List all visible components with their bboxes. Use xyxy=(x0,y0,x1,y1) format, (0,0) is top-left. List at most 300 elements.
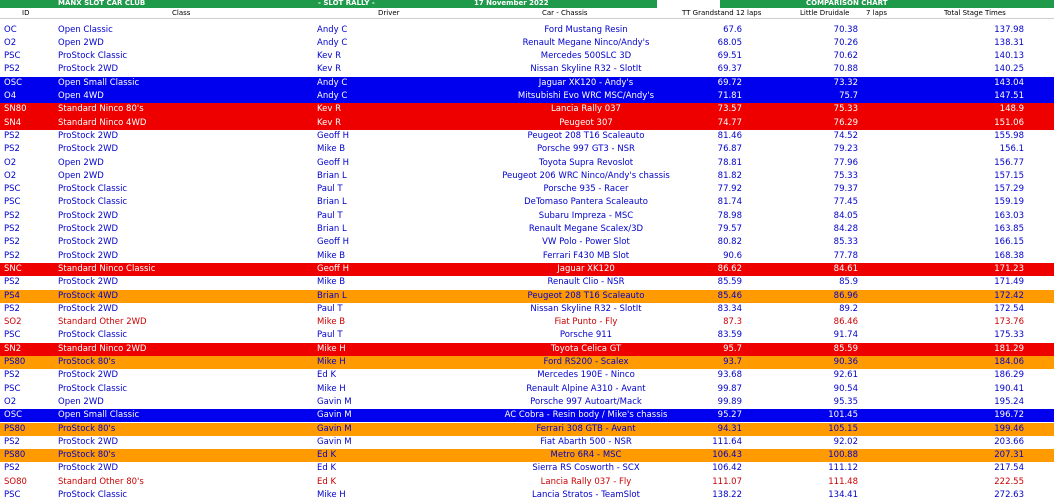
row-class-cell: ProStock 2WD xyxy=(58,64,119,75)
title-banner xyxy=(0,0,1054,8)
row-ld-time-cell: 70.38 xyxy=(833,24,858,35)
row-class-cell: ProStock 2WD xyxy=(58,130,119,141)
row-id-cell: O2 xyxy=(4,396,17,407)
row-class-cell: Open 2WD xyxy=(58,396,104,407)
row-car-cell: Renault Megane Scalex/3D xyxy=(528,224,644,234)
table-row xyxy=(0,130,1054,143)
row-car-cell: Jaguar XK120 - Andy's xyxy=(538,77,634,88)
row-ld-time-cell: 74.52 xyxy=(833,130,858,141)
row-total-time-cell: 181.29 xyxy=(994,343,1024,354)
table-row xyxy=(0,489,1054,502)
row-id-cell: OC xyxy=(4,24,17,35)
row-driver-cell: Andy C xyxy=(317,77,348,88)
row-car-cell: Jaguar XK120 xyxy=(557,263,615,274)
row-driver-cell: Ed K xyxy=(317,476,337,487)
row-total-time-cell: 217.54 xyxy=(994,463,1024,474)
row-driver-cell: Mike B xyxy=(317,250,346,261)
row-tt-time-cell: 67.6 xyxy=(723,24,742,35)
event-name: - SLOT RALLY - xyxy=(318,0,375,7)
row-ld-time-cell: 95.35 xyxy=(833,396,858,407)
row-tt-time-cell: 69.37 xyxy=(717,64,742,75)
row-total-time-cell: 222.55 xyxy=(994,476,1024,487)
row-class-cell: Standard Other 2WD xyxy=(58,317,147,328)
row-driver-cell: Mike H xyxy=(317,343,346,354)
row-ld-time-cell: 111.48 xyxy=(828,476,858,487)
row-id-cell: PS2 xyxy=(4,130,20,141)
row-car-cell: Nissan Skyline R32 - SlotIt xyxy=(530,303,642,314)
row-id-cell: PS2 xyxy=(4,463,20,474)
row-total-time-cell: 175.33 xyxy=(994,330,1024,341)
row-ld-time-cell: 90.36 xyxy=(833,357,858,367)
row-tt-time-cell: 77.92 xyxy=(717,184,742,195)
row-ld-time-cell: 70.26 xyxy=(833,37,858,48)
row-id-cell: O2 xyxy=(4,37,17,48)
row-driver-cell: Mike H xyxy=(317,357,346,367)
table-row xyxy=(0,303,1054,316)
row-tt-time-cell: 138.22 xyxy=(712,490,742,500)
row-total-time-cell: 156.77 xyxy=(994,157,1024,168)
row-tt-time-cell: 93.68 xyxy=(717,370,742,381)
table-row xyxy=(0,316,1054,329)
row-driver-cell: Brian L xyxy=(317,197,347,208)
row-driver-cell: Ed K xyxy=(317,370,337,381)
row-car-cell: Fiat Abarth 500 - NSR xyxy=(540,436,632,447)
row-total-time-cell: 140.13 xyxy=(994,51,1024,62)
table-row xyxy=(0,50,1054,63)
row-tt-time-cell: 106.43 xyxy=(712,450,742,461)
row-id-cell: O4 xyxy=(4,91,17,101)
row-driver-cell: Paul T xyxy=(317,210,343,221)
table-row xyxy=(0,396,1054,409)
row-ld-time-cell: 77.96 xyxy=(833,157,858,168)
table-row xyxy=(0,236,1054,249)
row-total-time-cell: 163.03 xyxy=(994,210,1024,221)
row-ld-time-cell: 85.9 xyxy=(839,277,858,288)
row-class-cell: Open Small Classic xyxy=(58,77,140,88)
row-tt-time-cell: 78.98 xyxy=(717,210,742,221)
row-id-cell: PS2 xyxy=(4,237,20,248)
row-driver-cell: Mike H xyxy=(317,383,346,394)
row-ld-time-cell: 111.12 xyxy=(828,463,858,474)
row-id-cell: PS2 xyxy=(4,370,20,381)
row-id-cell: SN2 xyxy=(4,343,22,354)
row-ld-time-cell: 76.29 xyxy=(833,117,858,128)
row-total-time-cell: 157.15 xyxy=(994,170,1024,181)
row-total-time-cell: 171.49 xyxy=(994,277,1024,288)
row-id-cell: PS2 xyxy=(4,250,20,261)
row-tt-time-cell: 94.31 xyxy=(717,423,742,434)
header-tt: TT Grandstand 12 laps xyxy=(682,9,762,17)
row-ld-time-cell: 85.33 xyxy=(833,237,858,248)
row-car-cell: Renault Megane Ninco/Andy's xyxy=(522,37,650,48)
row-car-cell: Mercedes 190E - Ninco xyxy=(537,370,635,381)
row-car-cell: Fiat Punto - Fly xyxy=(554,317,618,328)
row-car-cell: Lancia Stratos - TeamSlot xyxy=(532,490,640,500)
row-total-time-cell: 172.42 xyxy=(994,290,1024,301)
table-row xyxy=(0,183,1054,196)
row-class-cell: Standard Ninco 80's xyxy=(58,104,144,115)
row-total-time-cell: 137.98 xyxy=(994,24,1024,35)
row-total-time-cell: 186.29 xyxy=(994,370,1024,381)
table-row xyxy=(0,90,1054,103)
row-class-cell: ProStock 2WD xyxy=(58,436,119,447)
row-driver-cell: Mike B xyxy=(317,277,346,288)
row-total-time-cell: 184.06 xyxy=(994,357,1024,367)
row-id-cell: PS80 xyxy=(4,450,26,461)
row-tt-time-cell: 69.72 xyxy=(717,77,742,88)
row-tt-time-cell: 90.6 xyxy=(723,250,742,261)
table-row xyxy=(0,449,1054,462)
row-class-cell: Standard Ninco Classic xyxy=(58,263,156,274)
row-ld-time-cell: 91.74 xyxy=(833,330,858,341)
row-car-cell: Peugeot 208 T16 Scaleauto xyxy=(527,130,645,141)
row-id-cell: PS2 xyxy=(4,210,20,221)
row-total-time-cell: 196.72 xyxy=(994,410,1024,421)
row-id-cell: PS2 xyxy=(4,303,20,314)
row-ld-time-cell: 92.61 xyxy=(833,370,858,381)
row-car-cell: Metro 6R4 - MSC xyxy=(550,450,622,461)
row-class-cell: ProStock 2WD xyxy=(58,210,119,221)
row-id-cell: PSC xyxy=(4,490,21,500)
row-class-cell: ProStock Classic xyxy=(58,51,128,62)
row-ld-time-cell: 86.46 xyxy=(833,317,858,328)
row-driver-cell: Gavin M xyxy=(317,423,352,434)
row-tt-time-cell: 69.51 xyxy=(717,51,742,62)
event-date: 17 November 2022 xyxy=(474,0,549,7)
table-row xyxy=(0,117,1054,130)
row-car-cell: Peugeot 307 xyxy=(559,117,613,128)
row-car-cell: Toyota Celica GT xyxy=(550,343,622,354)
row-driver-cell: Kev R xyxy=(317,64,342,75)
row-id-cell: PSC xyxy=(4,197,21,208)
table-row xyxy=(0,369,1054,382)
row-class-cell: Open 2WD xyxy=(58,37,104,48)
table-row xyxy=(0,223,1054,236)
row-total-time-cell: 171.23 xyxy=(994,263,1024,274)
table-row xyxy=(0,143,1054,156)
row-tt-time-cell: 95.7 xyxy=(723,343,742,354)
row-id-cell: PS80 xyxy=(4,357,26,367)
row-tt-time-cell: 68.05 xyxy=(717,37,742,48)
row-total-time-cell: 173.76 xyxy=(994,317,1024,328)
row-tt-time-cell: 85.59 xyxy=(717,277,742,288)
row-tt-time-cell: 81.82 xyxy=(717,170,742,181)
table-row xyxy=(0,423,1054,436)
row-tt-time-cell: 111.64 xyxy=(712,436,742,447)
row-driver-cell: Geoff H xyxy=(317,130,349,141)
table-row xyxy=(0,170,1054,183)
row-car-cell: DeTomaso Pantera Scaleauto xyxy=(524,197,648,208)
header-class: Class xyxy=(172,9,191,17)
table-row xyxy=(0,462,1054,475)
row-driver-cell: Andy C xyxy=(317,37,348,48)
row-driver-cell: Andy C xyxy=(317,91,348,101)
row-driver-cell: Kev R xyxy=(317,117,342,128)
row-class-cell: ProStock Classic xyxy=(58,383,128,394)
row-tt-time-cell: 87.3 xyxy=(723,317,742,328)
row-driver-cell: Paul T xyxy=(317,330,343,341)
row-total-time-cell: 151.06 xyxy=(994,117,1024,128)
row-class-cell: ProStock 2WD xyxy=(58,463,119,474)
row-driver-cell: Geoff H xyxy=(317,237,349,248)
row-car-cell: Ford Mustang Resin xyxy=(544,24,628,35)
row-class-cell: Standard Other 80's xyxy=(58,476,144,487)
row-driver-cell: Brian L xyxy=(317,224,347,234)
row-ld-time-cell: 84.61 xyxy=(833,263,858,274)
row-driver-cell: Geoff H xyxy=(317,263,349,274)
row-id-cell: PSC xyxy=(4,330,21,341)
row-tt-time-cell: 73.57 xyxy=(717,104,742,115)
row-driver-cell: Gavin M xyxy=(317,436,352,447)
row-driver-cell: Paul T xyxy=(317,184,343,195)
row-car-cell: Mercedes 500SLC 3D xyxy=(540,51,632,62)
table-row xyxy=(0,276,1054,289)
row-car-cell: Ferrari F430 MB Slot xyxy=(542,250,630,261)
row-car-cell: Porsche 997 Autoart/Mack xyxy=(530,396,642,407)
row-id-cell: SN80 xyxy=(4,104,27,115)
row-driver-cell: Gavin M xyxy=(317,410,352,421)
row-driver-cell: Geoff H xyxy=(317,157,349,168)
row-ld-time-cell: 100.88 xyxy=(828,450,858,461)
table-row xyxy=(0,263,1054,276)
row-total-time-cell: 147.51 xyxy=(994,91,1024,101)
table-row xyxy=(0,196,1054,209)
row-total-time-cell: 138.31 xyxy=(994,37,1024,48)
table-row xyxy=(0,436,1054,449)
row-class-cell: Standard Ninco 4WD xyxy=(58,117,147,128)
row-car-cell: Sierra RS Cosworth - SCX xyxy=(532,463,640,474)
table-row xyxy=(0,409,1054,422)
table-row xyxy=(0,77,1054,90)
header-driver: Driver xyxy=(378,9,400,17)
row-ld-time-cell: 75.33 xyxy=(833,104,858,115)
row-ld-time-cell: 90.54 xyxy=(833,383,858,394)
row-tt-time-cell: 83.59 xyxy=(717,330,742,341)
row-total-time-cell: 140.25 xyxy=(994,64,1024,75)
row-total-time-cell: 157.29 xyxy=(994,184,1024,195)
row-tt-time-cell: 79.57 xyxy=(717,224,742,234)
row-car-cell: Nissan Skyline R32 - SlotIt xyxy=(530,64,642,75)
row-driver-cell: Brian L xyxy=(317,170,347,181)
row-tt-time-cell: 85.46 xyxy=(717,290,742,301)
table-row xyxy=(0,103,1054,116)
row-driver-cell: Gavin M xyxy=(317,396,352,407)
table-row xyxy=(0,290,1054,303)
table-row xyxy=(0,210,1054,223)
row-total-time-cell: 172.54 xyxy=(994,303,1024,314)
row-tt-time-cell: 93.7 xyxy=(723,357,742,367)
row-id-cell: O2 xyxy=(4,157,17,168)
row-tt-time-cell: 83.34 xyxy=(717,303,742,314)
row-ld-time-cell: 92.02 xyxy=(833,436,858,447)
row-ld-time-cell: 101.45 xyxy=(828,410,858,421)
row-ld-time-cell: 84.28 xyxy=(833,224,858,234)
row-class-cell: ProStock 80's xyxy=(58,450,116,461)
row-class-cell: ProStock Classic xyxy=(58,490,128,500)
row-ld-time-cell: 84.05 xyxy=(833,210,858,221)
row-tt-time-cell: 99.89 xyxy=(717,396,742,407)
row-ld-time-cell: 89.2 xyxy=(839,303,858,314)
table-row xyxy=(0,356,1054,369)
row-car-cell: Subaru Impreza - MSC xyxy=(538,210,634,221)
row-car-cell: Porsche 935 - Racer xyxy=(543,184,629,195)
row-class-cell: ProStock 2WD xyxy=(58,370,119,381)
row-tt-time-cell: 76.87 xyxy=(717,144,742,155)
row-car-cell: Porsche 997 GT3 - NSR xyxy=(537,144,635,155)
row-car-cell: Renault Alpine A310 - Avant xyxy=(526,383,646,394)
club-name: MANX SLOT CAR CLUB xyxy=(58,0,146,7)
column-header-row xyxy=(0,8,1054,19)
row-car-cell: Peugeot 206 WRC Ninco/Andy's chassis xyxy=(502,170,670,181)
row-ld-time-cell: 73.32 xyxy=(833,77,858,88)
row-class-cell: Open 2WD xyxy=(58,170,104,181)
row-tt-time-cell: 99.87 xyxy=(717,383,742,394)
row-car-cell: Peugeot 208 T16 Scaleauto xyxy=(527,290,645,301)
row-id-cell: SO2 xyxy=(4,317,22,328)
row-total-time-cell: 155.98 xyxy=(994,130,1024,141)
table-row xyxy=(0,343,1054,356)
row-class-cell: ProStock 4WD xyxy=(58,290,119,301)
row-total-time-cell: 166.15 xyxy=(994,237,1024,248)
row-ld-time-cell: 105.15 xyxy=(828,423,858,434)
row-class-cell: ProStock 2WD xyxy=(58,250,119,261)
row-ld-time-cell: 79.23 xyxy=(833,144,858,155)
row-total-time-cell: 159.19 xyxy=(994,197,1024,208)
row-total-time-cell: 272.63 xyxy=(994,490,1024,500)
table-row xyxy=(0,476,1054,489)
table-row xyxy=(0,157,1054,170)
row-class-cell: ProStock 2WD xyxy=(58,277,119,288)
row-id-cell: PS2 xyxy=(4,277,20,288)
row-class-cell: ProStock Classic xyxy=(58,330,128,341)
row-total-time-cell: 190.41 xyxy=(994,383,1024,394)
row-tt-time-cell: 111.07 xyxy=(712,476,742,487)
row-car-cell: Lancia Rally 037 xyxy=(551,104,621,115)
row-driver-cell: Brian L xyxy=(317,290,347,301)
row-tt-time-cell: 78.81 xyxy=(717,157,742,168)
row-total-time-cell: 207.31 xyxy=(994,450,1024,461)
row-id-cell: PS2 xyxy=(4,436,20,447)
header-ld: Little Druidale xyxy=(800,9,850,17)
row-class-cell: ProStock Classic xyxy=(58,197,128,208)
row-driver-cell: Paul T xyxy=(317,303,343,314)
row-car-cell: Lancia Rally 037 - Fly xyxy=(540,476,632,487)
row-class-cell: Open Classic xyxy=(58,24,113,35)
row-total-time-cell: 168.38 xyxy=(994,250,1024,261)
row-car-cell: VW Polo - Power Slot xyxy=(542,237,630,248)
row-driver-cell: Kev R xyxy=(317,104,342,115)
row-ld-time-cell: 70.88 xyxy=(833,64,858,75)
row-driver-cell: Ed K xyxy=(317,450,337,461)
table-row xyxy=(0,63,1054,76)
row-tt-time-cell: 71.81 xyxy=(717,91,742,101)
row-id-cell: PSC xyxy=(4,383,21,394)
header-ld-laps: 7 laps xyxy=(866,9,888,17)
row-class-cell: Open Small Classic xyxy=(58,410,140,421)
row-id-cell: O2 xyxy=(4,170,17,181)
row-ld-time-cell: 77.78 xyxy=(833,250,858,261)
row-id-cell: SO80 xyxy=(4,476,27,487)
row-id-cell: PS80 xyxy=(4,423,26,434)
row-tt-time-cell: 95.27 xyxy=(717,410,742,421)
row-id-cell: SNC xyxy=(4,263,22,274)
row-car-cell: Porsche 911 xyxy=(559,330,613,341)
row-ld-time-cell: 86.96 xyxy=(833,290,858,301)
row-id-cell: PS2 xyxy=(4,64,20,75)
row-tt-time-cell: 81.74 xyxy=(717,197,742,208)
row-car-cell: Mitsubishi Evo WRC MSC/Andy's xyxy=(517,91,655,101)
table-row xyxy=(0,24,1054,37)
row-class-cell: Open 4WD xyxy=(58,91,104,101)
row-ld-time-cell: 75.7 xyxy=(839,91,858,101)
row-ld-time-cell: 79.37 xyxy=(833,184,858,195)
row-driver-cell: Mike B xyxy=(317,317,346,328)
row-class-cell: Open 2WD xyxy=(58,157,104,168)
row-total-time-cell: 199.46 xyxy=(994,423,1024,434)
header-total: Total Stage Times xyxy=(944,9,1006,17)
row-total-time-cell: 195.24 xyxy=(994,396,1024,407)
row-class-cell: ProStock 80's xyxy=(58,357,116,367)
row-tt-time-cell: 86.62 xyxy=(717,263,742,274)
row-car-cell: Renault Clio - NSR xyxy=(547,277,625,288)
row-tt-time-cell: 106.42 xyxy=(712,463,742,474)
row-id-cell: OSC xyxy=(4,410,23,421)
row-ld-time-cell: 77.45 xyxy=(833,197,858,208)
header-id: ID xyxy=(22,9,30,17)
row-class-cell: Standard Ninco 2WD xyxy=(58,343,147,354)
row-ld-time-cell: 134.41 xyxy=(828,490,858,500)
row-class-cell: ProStock 80's xyxy=(58,423,116,434)
chart-title: COMPARISON CHART xyxy=(806,0,888,7)
row-class-cell: ProStock Classic xyxy=(58,184,128,195)
row-ld-time-cell: 70.62 xyxy=(833,51,858,62)
row-id-cell: SN4 xyxy=(4,117,22,128)
row-tt-time-cell: 81.46 xyxy=(717,130,742,141)
table-row xyxy=(0,329,1054,342)
table-row xyxy=(0,250,1054,263)
row-ld-time-cell: 85.59 xyxy=(833,343,858,354)
row-driver-cell: Andy C xyxy=(317,24,348,35)
row-total-time-cell: 148.9 xyxy=(999,104,1024,115)
row-id-cell: PS2 xyxy=(4,224,20,234)
table-row xyxy=(0,37,1054,50)
row-total-time-cell: 203.66 xyxy=(994,436,1024,447)
row-tt-time-cell: 74.77 xyxy=(717,117,742,128)
row-class-cell: ProStock 2WD xyxy=(58,224,119,234)
row-driver-cell: Kev R xyxy=(317,51,342,62)
row-id-cell: PSC xyxy=(4,51,21,62)
row-total-time-cell: 163.85 xyxy=(994,224,1024,234)
row-tt-time-cell: 80.82 xyxy=(717,237,742,248)
row-id-cell: PS4 xyxy=(4,290,20,301)
header-car: Car - Chassis xyxy=(542,9,588,17)
row-driver-cell: Mike B xyxy=(317,144,346,155)
row-class-cell: ProStock 2WD xyxy=(58,237,119,248)
row-ld-time-cell: 75.33 xyxy=(833,170,858,181)
row-car-cell: AC Cobra - Resin body / Mike's chassis xyxy=(504,410,668,421)
row-car-cell: Ferrari 308 GTB - Avant xyxy=(536,423,636,434)
row-id-cell: OSC xyxy=(4,77,23,88)
row-total-time-cell: 156.1 xyxy=(999,144,1024,155)
row-car-cell: Ford RS200 - Scalex xyxy=(543,357,629,367)
row-car-cell: Toyota Supra Revoslot xyxy=(538,157,634,168)
row-driver-cell: Mike H xyxy=(317,490,346,500)
row-total-time-cell: 143.04 xyxy=(994,77,1024,88)
table-row xyxy=(0,383,1054,396)
row-id-cell: PS2 xyxy=(4,144,20,155)
row-class-cell: ProStock 2WD xyxy=(58,303,119,314)
row-id-cell: PSC xyxy=(4,184,21,195)
